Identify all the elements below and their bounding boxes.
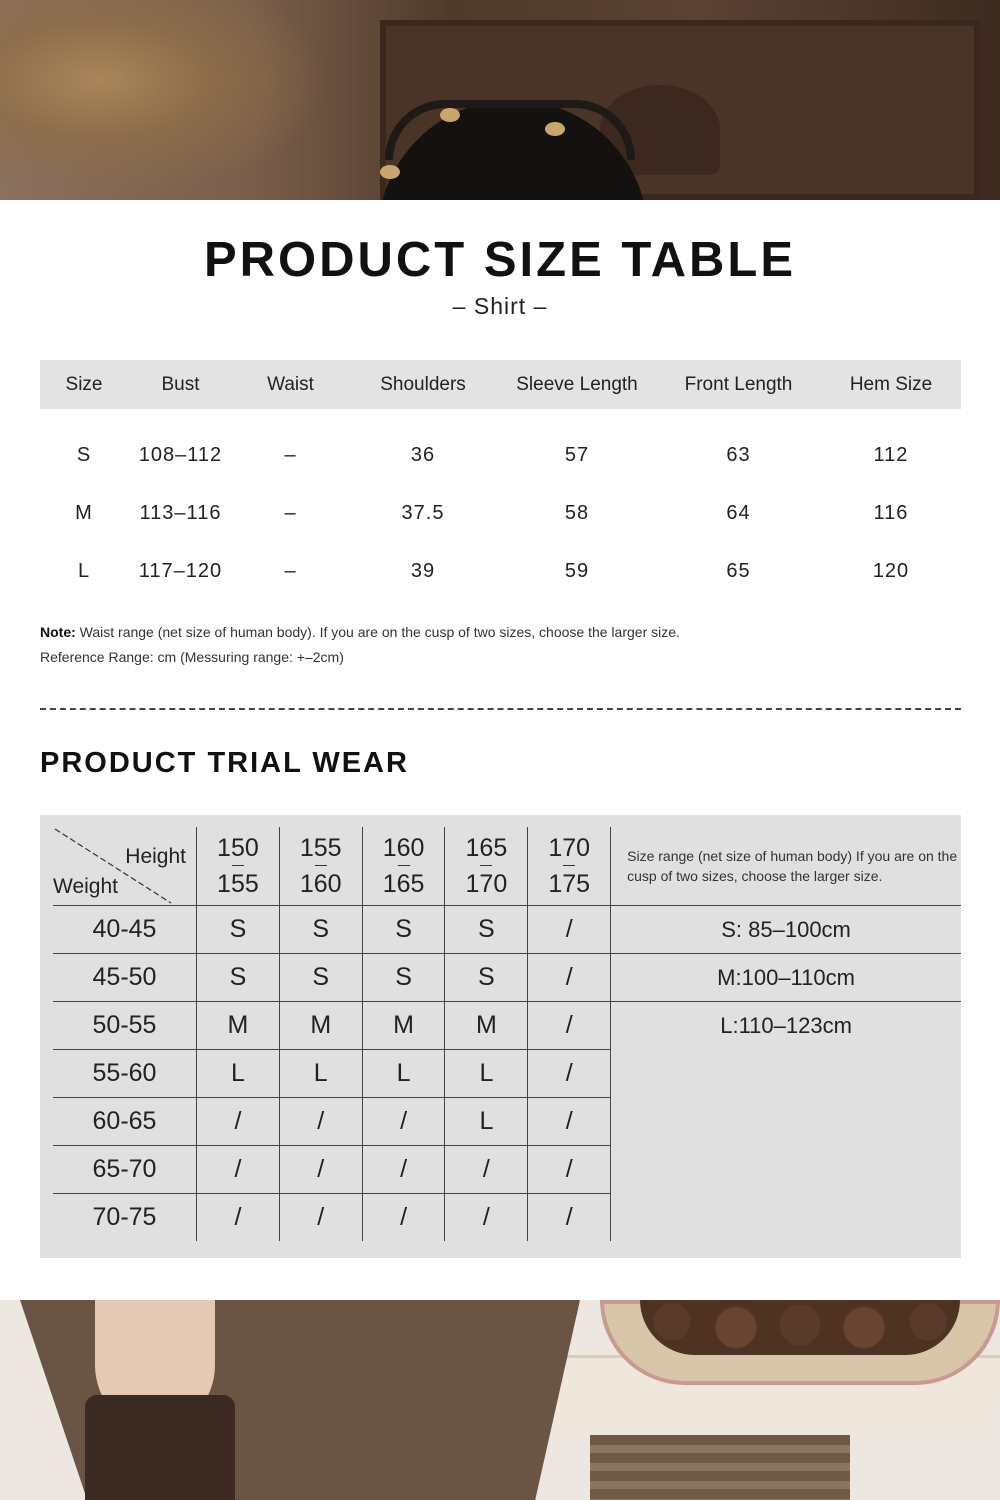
note-text: Waist range (net size of human body). If you are on the cusp of two sizes, choose the larger size. — [75, 624, 680, 640]
size-cell: S — [197, 954, 280, 1002]
size-cell: S — [279, 954, 362, 1002]
empty-cell — [611, 1050, 961, 1098]
boot-image — [85, 1395, 235, 1500]
weight-range: 50-55 — [53, 1002, 197, 1050]
size-cell: S — [445, 906, 528, 954]
size-cell: / — [528, 1002, 611, 1050]
table-row — [53, 1002, 961, 1050]
height-range-header — [528, 827, 611, 906]
column-header: Shoulders — [348, 360, 498, 409]
table-cell: 108–112 — [138, 443, 223, 466]
size-cell: / — [279, 1098, 362, 1146]
weight-range: 40-45 — [53, 906, 197, 954]
headband-pin-icon — [545, 122, 565, 136]
bust-range: L:110–123cm — [720, 1012, 852, 1038]
size-note — [40, 624, 680, 640]
empty-cell — [611, 1194, 961, 1242]
size-chart-sheet — [0, 200, 1000, 1300]
height-header-row — [53, 827, 961, 906]
table-cell: 57 — [564, 443, 590, 466]
height-range-header — [197, 827, 280, 906]
table-row — [53, 954, 961, 1002]
table-row — [40, 542, 961, 600]
height-range-header — [445, 827, 528, 906]
headband-image — [385, 100, 635, 160]
note-label: Note: — [40, 624, 76, 640]
size-cell: / — [528, 1050, 611, 1098]
column-header: Waist — [233, 360, 348, 409]
bust-range: S: 85–100cm — [611, 906, 961, 954]
table-cell: 63 — [726, 443, 751, 466]
height-range-start: 160 — [382, 833, 425, 862]
column-header: Bust — [128, 360, 233, 409]
size-cell: L — [362, 1050, 445, 1098]
table-cell: M — [75, 501, 93, 524]
column-header: Hem Size — [821, 360, 961, 409]
height-range-start: 155 — [299, 833, 342, 862]
table-cell: 117–120 — [138, 559, 223, 582]
size-cell: / — [528, 1194, 611, 1242]
headband-pin-icon — [440, 108, 460, 122]
page-subtitle: – Shirt – — [452, 293, 548, 319]
size-cell: M — [279, 1002, 362, 1050]
size-cell: S — [445, 954, 528, 1002]
weight-range: 45-50 — [53, 954, 197, 1002]
reference-range-note: Reference Range: cm (Messuring range: +–2cm) — [40, 649, 344, 665]
empty-cell — [611, 1098, 961, 1146]
size-cell: / — [197, 1098, 280, 1146]
size-cell: / — [528, 954, 611, 1002]
table-row — [40, 484, 961, 542]
table-cell: 113–116 — [139, 501, 222, 524]
table-row — [53, 906, 961, 954]
table-cell: 65 — [726, 559, 751, 582]
table-row — [53, 1050, 961, 1098]
size-cell: S — [197, 906, 280, 954]
height-axis-label: Height — [125, 845, 186, 868]
column-header: Sleeve Length — [498, 360, 656, 409]
weight-range: 65-70 — [53, 1146, 197, 1194]
size-table-header — [40, 360, 961, 409]
size-cell: S — [362, 906, 445, 954]
size-cell: M — [362, 1002, 445, 1050]
table-cell: 36 — [410, 443, 436, 466]
height-range-header — [362, 827, 445, 906]
bust-range: M:100–110cm — [611, 954, 961, 1002]
size-cell: / — [528, 906, 611, 954]
height-range-start: 165 — [465, 833, 508, 862]
section-title: PRODUCT TRIAL WEAR — [40, 747, 409, 779]
table-base-image — [590, 1435, 850, 1500]
table-cell: 64 — [726, 501, 751, 524]
table-cell: 37.5 — [401, 501, 445, 524]
size-cell: / — [279, 1146, 362, 1194]
height-range-end: 165 — [382, 869, 425, 898]
weight-axis-label: Weight — [53, 875, 118, 898]
table-cell: 116 — [873, 501, 909, 524]
size-cell: / — [362, 1194, 445, 1242]
height-range-header — [279, 827, 362, 906]
background-photo-top — [0, 0, 1000, 200]
size-cell: S — [362, 954, 445, 1002]
height-range-end: 170 — [465, 869, 508, 898]
size-cell: L — [279, 1050, 362, 1098]
weight-range: 70-75 — [53, 1194, 197, 1242]
pinecones-image — [640, 1300, 960, 1355]
table-cell: – — [284, 443, 297, 466]
weight-range: 55-60 — [53, 1050, 197, 1098]
page-title: PRODUCT SIZE TABLE — [203, 233, 797, 287]
size-table — [40, 360, 961, 600]
table-cell: 58 — [564, 501, 590, 524]
size-cell: / — [528, 1146, 611, 1194]
headband-pin-icon — [380, 165, 400, 179]
size-cell: L — [445, 1050, 528, 1098]
size-cell: M — [197, 1002, 280, 1050]
dried-plant-image — [0, 0, 330, 200]
column-header: Front Length — [656, 360, 821, 409]
table-cell: 59 — [564, 559, 590, 582]
table-cell: S — [76, 443, 92, 466]
table-cell: – — [284, 501, 297, 524]
table-row — [53, 1098, 961, 1146]
size-cell: M — [445, 1002, 528, 1050]
height-range-start: 150 — [217, 833, 259, 862]
size-cell: / — [197, 1146, 280, 1194]
size-cell: / — [279, 1194, 362, 1242]
dashed-divider — [40, 708, 961, 710]
table-cell: 112 — [873, 443, 909, 466]
height-range-end: 155 — [217, 869, 259, 898]
background-photo-bottom — [0, 1300, 1000, 1500]
trial-wear-panel — [40, 815, 961, 1258]
size-cell: / — [362, 1098, 445, 1146]
size-cell: / — [528, 1098, 611, 1146]
table-cell: 39 — [410, 559, 436, 582]
empty-cell — [611, 1146, 961, 1194]
trial-wear-table — [53, 827, 961, 1241]
table-row — [53, 1194, 961, 1242]
table-row — [40, 426, 961, 484]
height-range-end: 175 — [548, 869, 591, 898]
table-cell: L — [77, 559, 91, 582]
height-range-end: 160 — [299, 869, 342, 898]
size-cell: / — [445, 1146, 528, 1194]
table-row — [53, 1146, 961, 1194]
height-range-start: 170 — [548, 833, 591, 862]
table-cell: – — [284, 559, 297, 582]
size-cell: L — [197, 1050, 280, 1098]
size-cell: S — [279, 906, 362, 954]
size-cell: / — [445, 1194, 528, 1242]
column-header: Size — [40, 360, 128, 409]
size-cell: L — [445, 1098, 528, 1146]
size-range-note: Size range (net size of human body) If you are on the cusp of two sizes, choose the larger size. — [611, 827, 961, 906]
weight-range: 60-65 — [53, 1098, 197, 1146]
size-cell: / — [362, 1146, 445, 1194]
table-cell: 120 — [872, 559, 910, 582]
size-cell: / — [197, 1194, 280, 1242]
corner-cell — [53, 827, 197, 906]
